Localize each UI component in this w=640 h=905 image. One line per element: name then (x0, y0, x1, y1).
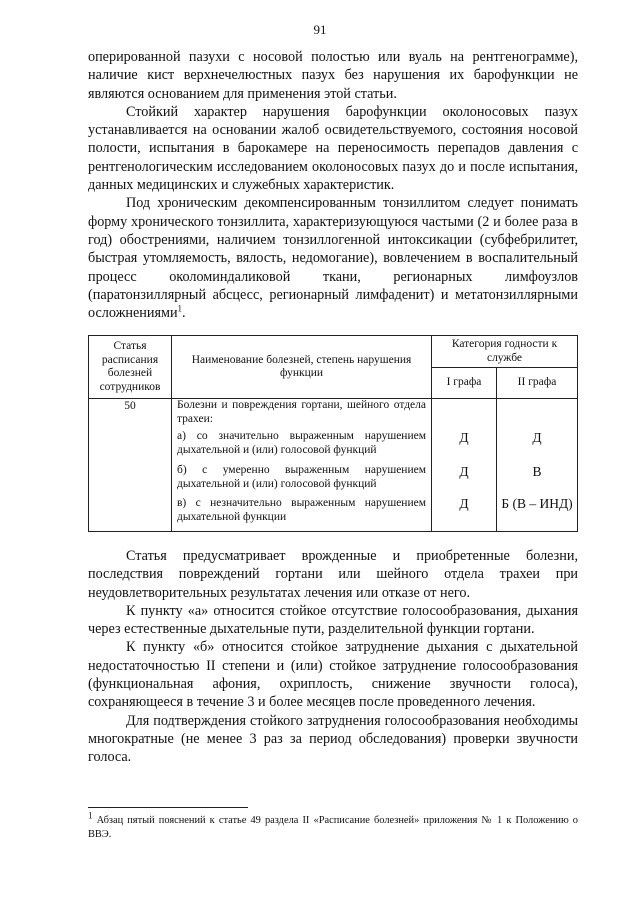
item-a-grade-2: Д (532, 430, 542, 445)
header-article: Статья расписания болезней сотрудников (89, 336, 172, 399)
header-disease-name: Наименование болезней, степень нарушения функции (172, 336, 432, 399)
page-number: 91 (313, 22, 327, 37)
header-grade-1: I графа (432, 368, 497, 399)
footnote-divider (88, 807, 248, 808)
footnote-text: Абзац пятый пояснений к статье 49 раздела II «Расписание болезней» приложения № 1 к Положению о ВВЭ. (88, 815, 578, 840)
paragraph: К пункту «а» относится стойкое отсутствие голосообразования, дыхания через естественные дыхательные пути, разделительной функции гортани. (88, 602, 578, 638)
table-header-row (89, 336, 578, 368)
paragraph: Статья предусматривает врожденные и приобретенные болезни, последствия повреждений гортани или шейного отдела трахеи при неудовлетворительных результатах лечения или отказе от него. (88, 548, 578, 601)
period: . (182, 305, 186, 322)
item-c-grade-2: Б (В – ИНД) (501, 496, 573, 511)
article-number: 50 (89, 399, 172, 532)
item-c-grade-1: Д (459, 496, 469, 511)
disease-schedule-table (88, 335, 578, 532)
section-title: Болезни и повреждения гортани, шейного отдела трахеи: (177, 399, 426, 425)
item-b-grade-1: Д (459, 464, 469, 479)
paragraph: оперированной пазухи с носовой полостью или вуаль на рентгенограмме), наличие кист верхнечелюстных пазух без нарушения их барофункции не являются основанием для применения этой статьи. (88, 49, 578, 102)
item-c-text: в) с незначительно выраженным нарушением дыхательной функции (177, 497, 426, 523)
header-grade-2: II графа (497, 368, 578, 399)
paragraph: Стойкий характер нарушения барофункции околоносовых пазух устанавливается на основании жалоб освидетельствуемого, состояния носовой полости, испытания в барокамере на переносимость перепадов давления с рентгенологическим исследованием околоносовых пазух до и после испытания, данных медицинских и служебных характеристик. (88, 103, 578, 194)
item-b-grade-2: В (532, 464, 542, 479)
header-fitness-category: Категория годности к службе (432, 336, 578, 368)
paragraph (88, 194, 578, 322)
body-text-top (88, 48, 578, 322)
item-a-text: а) со значительно выраженным нарушением дыхательной и (или) голосовой функций (177, 430, 426, 456)
grade-1-cell (432, 399, 497, 532)
footnote-marker: 1 (88, 810, 93, 821)
paragraph: Для подтверждения стойкого затруднения голосообразования необходимы многократные (не менее 3 раз за период обследования) проверки звучности голоса. (88, 712, 578, 766)
body-text-bottom (88, 547, 578, 767)
item-b-text: б) с умеренно выраженным нарушением дыхательной и (или) голосовой функций (177, 464, 426, 490)
table-row (89, 399, 578, 532)
paragraph: К пункту «б» относится стойкое затруднение дыхания с дыхательной недостаточностью II степени и (или) стойкое затруднение голосообразования (функциональная афония, охриплость, снижение звучности голоса), сохраняющееся в течение 3 и более месяцев после проведенного лечения. (88, 639, 578, 711)
item-a-grade-1: Д (459, 430, 469, 445)
footnote-reference[interactable]: 1 (177, 303, 183, 314)
paragraph-text: Под хроническим декомпенсированным тонзиллитом следует понимать форму хронического тонзиллита, характеризующуюся частыми (2 и более раза в год) обострениями, наличием тонзиллогенной интоксикации (субфебрилитет, быстрая утомляемость, вялость, недомогание), вовлечением в воспалительный процесс околоминдаликовой ткани, регионарных лимфоузлов (паратонзиллярный абсцесс, регионарный лимфаденит) и метатонзиллярными осложнениями (88, 195, 578, 322)
disease-description-cell (172, 399, 432, 532)
grade-2-cell (497, 399, 578, 532)
footnote (88, 810, 578, 842)
